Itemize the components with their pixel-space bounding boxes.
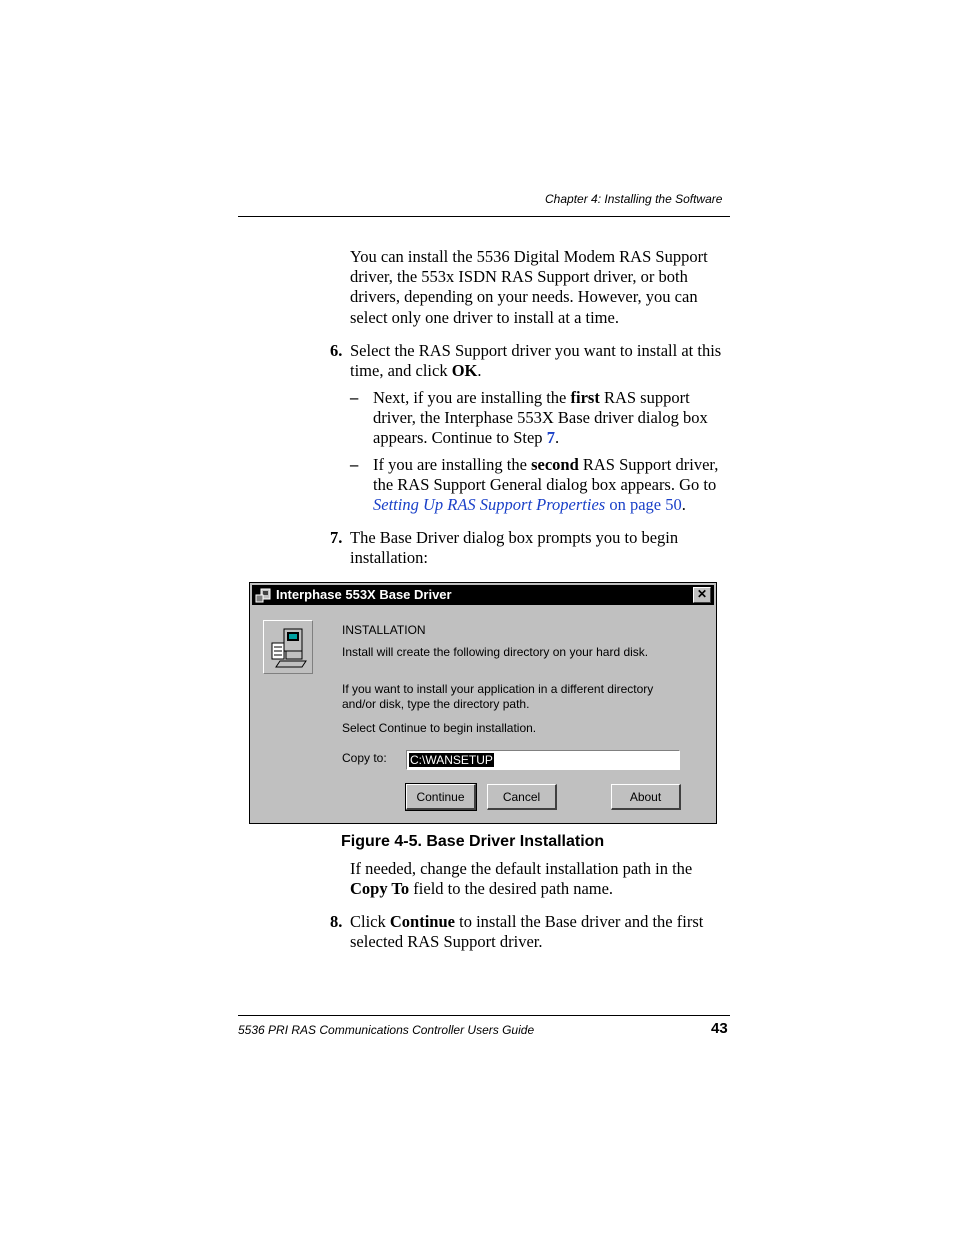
copy-to-input[interactable] (406, 750, 680, 770)
step-7-number: 7. (330, 528, 343, 547)
intro-paragraph (350, 247, 708, 328)
after-figure-paragraph (350, 859, 692, 899)
bullet-dash: – (350, 388, 359, 407)
copy-to-value: C:\WANSETUP (410, 753, 493, 767)
base-driver-dialog (249, 582, 717, 824)
page-50-link[interactable]: on page 50 (605, 495, 682, 515)
bullet-line: appears. Continue to Step 7. (373, 428, 560, 448)
dialog-info-line: Select Continue to begin installation. (342, 721, 537, 735)
step-6-number: 6. (330, 341, 343, 360)
header-rule (238, 216, 730, 217)
bullet-second (373, 455, 718, 516)
step-7-line: installation: (350, 548, 428, 568)
dialog-title: Interphase 553X Base Driver (276, 587, 452, 602)
step-6-line: Select the RAS Support driver you want to install at this (350, 341, 722, 360)
computer-install-icon (264, 621, 312, 673)
footer-rule (238, 1015, 730, 1016)
cancel-button[interactable]: Cancel (487, 784, 557, 810)
page-number: 43 (711, 1020, 728, 1037)
bullet-line: the RAS Support General dialog box appears. Go to (373, 475, 717, 495)
continue-button[interactable]: Continue (406, 784, 476, 810)
about-button[interactable]: About (611, 784, 681, 810)
step-7-text (350, 528, 678, 568)
bullet-dash: – (350, 455, 359, 474)
bullet-line: driver, the Interphase 553X Base driver dialog box (373, 408, 708, 428)
bullet-first (373, 388, 708, 449)
step-8-number: 8. (330, 912, 343, 931)
installer-icon-frame (263, 620, 313, 674)
dialog-info-line: and/or disk, type the directory path. (342, 697, 530, 711)
copy-to-label: Copy to: (342, 751, 387, 765)
intro-line: driver, the 553x ISDN RAS Support driver, or both (350, 267, 688, 287)
step-8-line: Click Continue to install the Base driver and the first (350, 912, 704, 931)
ras-properties-link[interactable]: Setting Up RAS Support Properties (373, 495, 606, 515)
running-header: Chapter 4: Installing the Software (545, 192, 723, 206)
step-8-text (350, 912, 703, 952)
footer-title: 5536 PRI RAS Communications Controller Users Guide (238, 1023, 535, 1037)
intro-line: select only one driver to install at a time. (350, 307, 619, 327)
dialog-info-line: Install will create the following directory on your hard disk. (342, 645, 649, 659)
intro-line: You can install the 5536 Digital Modem RAS Support (350, 247, 708, 266)
step-7-link[interactable]: 7 (546, 428, 555, 448)
intro-line: drivers, depending on your needs. However, you can (350, 287, 698, 307)
paragraph-line: If needed, change the default installation path in the (350, 859, 693, 878)
step-7-line: The Base Driver dialog box prompts you to begin (350, 528, 679, 547)
bullet-line: Next, if you are installing the first RAS support (373, 388, 690, 407)
installation-heading: INSTALLATION (342, 623, 426, 637)
step-6-text (350, 341, 721, 381)
dialog-info-line: If you want to install your application in a different directory (342, 682, 654, 696)
step-8-line: selected RAS Support driver. (350, 932, 543, 952)
bullet-line: Setting Up RAS Support Properties on page 50. (373, 495, 686, 515)
figure-caption: Figure 4-5. Base Driver Installation (341, 833, 605, 850)
paragraph-line: Copy To field to the desired path name. (350, 879, 614, 899)
dialog-title-bar (252, 585, 714, 605)
step-6-line: time, and click OK. (350, 361, 482, 381)
close-button[interactable]: ✕ (693, 587, 711, 603)
setup-app-icon (255, 587, 272, 603)
bullet-line: If you are installing the second RAS Support driver, (373, 455, 719, 474)
